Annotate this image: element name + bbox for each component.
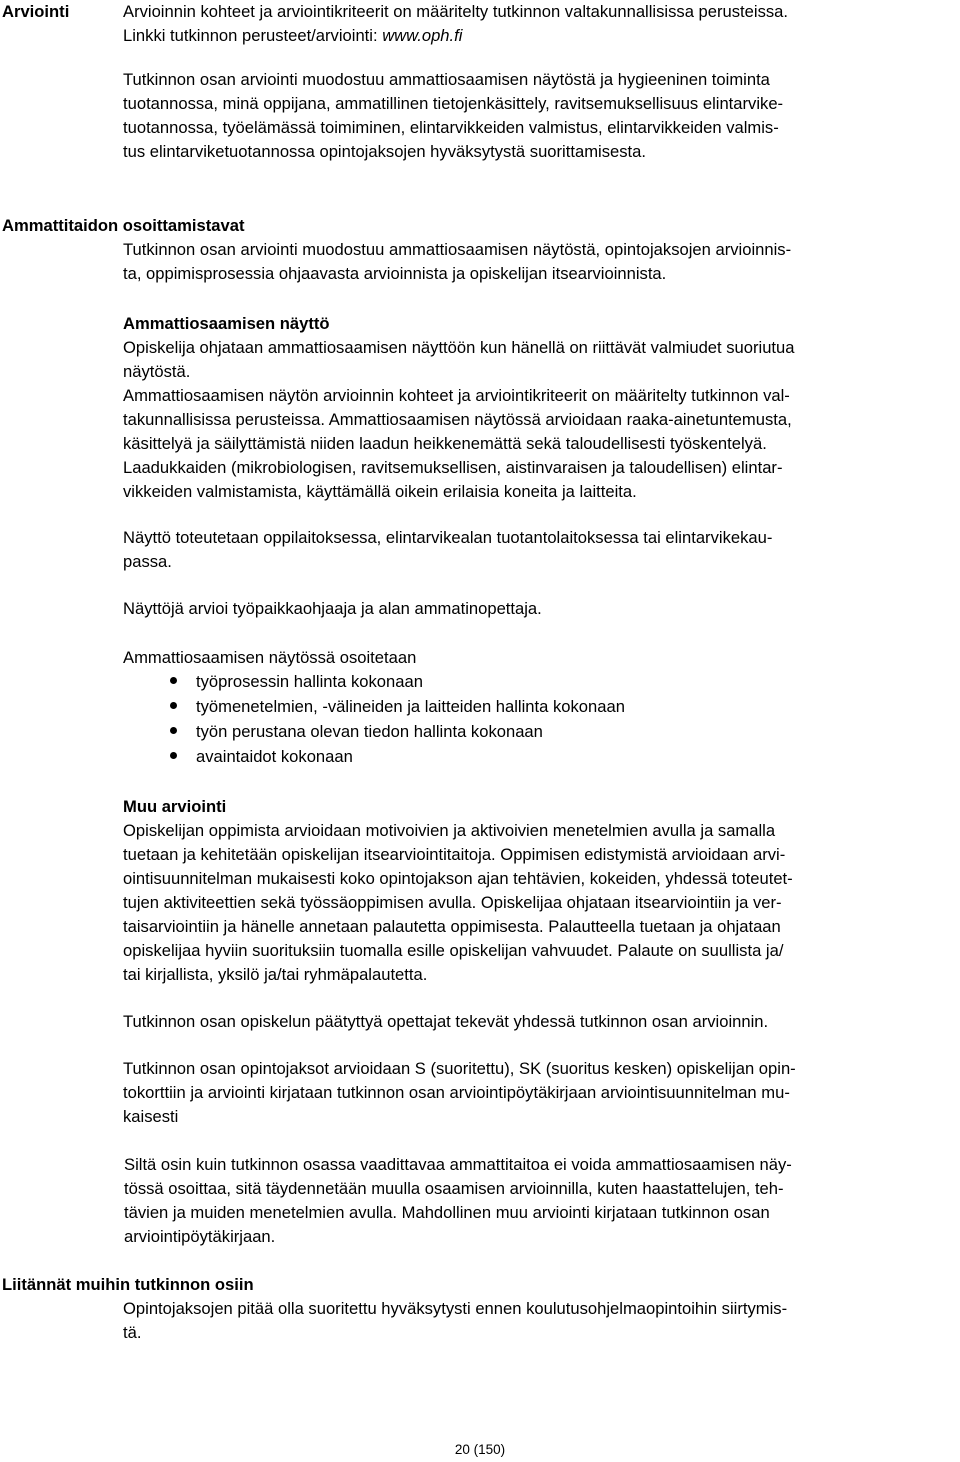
muu-line: taisarviointiin ja hänelle annetaan palautetta oppimisesta. Palautteella tuetaan ja ohjataan — [123, 917, 781, 936]
arviointi-paragraph-line: tus elintarviketuotannossa opintojaksojen hyväksytystä suorittamisesta. — [123, 142, 646, 161]
muu-line: Opiskelijan oppimista arvioidaan motivoivien ja aktivoivien menetelmien avulla ja samalla — [123, 821, 776, 840]
opintojaksot-line: tokorttiin ja arviointi kirjataan tutkinnon osan arviointipöytäkirjaan arviointisuunnitelman mu- — [123, 1083, 790, 1102]
silta-line: tössä osoittaa, sitä täydennetään muulla osaamisen arvioinnilla, kuten haastattelujen, teh- — [124, 1179, 784, 1198]
section-label-arviointi: Arviointi — [2, 2, 70, 21]
nayttto-line: Ammattiosaamisen näytön arvioinnin kohteet ja arviointikriteerit on määritelty tutkinnon val- — [123, 386, 790, 405]
muu-line: tuetaan ja kehitetään opiskelijan itsearviointitaitoja. Oppimisen edistymistä arvioidaan arvi- — [123, 845, 786, 864]
page-number: 20 (150) — [454, 1442, 506, 1457]
nayttto-line: näytöstä. — [123, 362, 191, 381]
nayttto-line: Opiskelija ohjataan ammattiosaamisen näyttöön kun hänellä on riittävät valmiudet suoriutua — [123, 338, 795, 357]
toteutus-line: Näyttö toteutetaan oppilaitoksessa, elintarvikealan tuotantolaitoksessa tai elintarvikekau- — [123, 528, 773, 547]
nayttto-heading: Ammattiosaamisen näyttö — [123, 314, 330, 333]
toteutus-line: passa. — [123, 552, 172, 571]
section-label-ammattitaidon: Ammattitaidon osoittamistavat — [2, 216, 245, 235]
oph-link[interactable]: www.oph.fi — [382, 26, 463, 45]
arviointi-paragraph-line: tuotannossa, minä oppijana, ammatillinen tietojenkäsittely, ravitsemuksellisuus elintarvike- — [123, 94, 784, 113]
arviointi-line-1: Arvioinnin kohteet ja arviointikriteerit on määritelty tutkinnon valtakunnallisissa perusteissa. — [123, 2, 788, 21]
silta-line: tävien ja muiden menetelmien avulla. Mahdollinen muu arviointi kirjataan tutkinnon osan — [124, 1203, 770, 1222]
arviointi-paragraph-line: Tutkinnon osan arviointi muodostuu ammattiosaamisen näytöstä ja hygieeninen toiminta — [123, 70, 770, 89]
bullet-icon — [170, 677, 177, 684]
osoitetaan-line: Ammattiosaamisen näytössä osoitetaan — [123, 648, 417, 667]
nayttto-line: vikkeiden valmistamista, käyttämällä oikein erilaisia koneita ja laitteita. — [123, 482, 637, 501]
nayttto-line: takunnallisissa perusteissa. Ammattiosaamisen näytössä arvioidaan raaka-ainetuntemusta, — [123, 410, 792, 429]
liitannat-line: tä. — [123, 1323, 142, 1342]
muu-line: opiskelijaa hyviin suorituksiin tuomalla esille opiskelijan vahvuudet. Palaute on suullista ja/ — [123, 941, 784, 960]
arviointi-paragraph-line: tuotannossa, työelämässä toimiminen, elintarvikkeiden valmistus, elintarvikkeiden valmis- — [123, 118, 779, 137]
list-item: avaintaidot kokonaan — [196, 747, 353, 766]
bullet-icon — [170, 702, 177, 709]
ammattitaidon-intro-line: Tutkinnon osan arviointi muodostuu ammattiosaamisen näytöstä, opintojaksojen arvioinnis- — [123, 240, 792, 259]
nayttto-line: Laadukkaiden (mikrobiologisen, ravitsemuksellisen, aistinvaraisen ja taloudellisen) elintar- — [123, 458, 783, 477]
ammattitaidon-intro-line: ta, oppimisprosessia ohjaavasta arvioinnista ja opiskelijan itsearvioinnista. — [123, 264, 667, 283]
opintojaksot-line: Tutkinnon osan opintojaksot arvioidaan S (suoritettu), SK (suoritus kesken) opiskelijan opin- — [123, 1059, 796, 1078]
liitannat-line: Opintojaksojen pitää olla suoritettu hyväksytysti ennen koulutusohjelmaopintoihin siirtymis- — [123, 1299, 788, 1318]
bullet-icon — [170, 752, 177, 759]
arvioi-line: Näyttöjä arvioi työpaikkaohjaaja ja alan ammatinopettaja. — [123, 599, 542, 618]
paattyttya-line: Tutkinnon osan opiskelun päätyttyä opettajat tekevät yhdessä tutkinnon osan arvioinnin. — [123, 1012, 769, 1031]
muu-line: tujen aktiviteettien sekä työssäoppimisen avulla. Opiskelijaa ohjataan itsearviointiin ja ver- — [123, 893, 782, 912]
link-prefix: Linkki tutkinnon perusteet/arviointi: — [123, 26, 378, 45]
arviointi-link-line — [123, 24, 462, 48]
silta-line: arviointipöytäkirjaan. — [124, 1227, 276, 1246]
list-item: työmenetelmien, -välineiden ja laitteiden hallinta kokonaan — [196, 697, 625, 716]
muu-line: tai kirjallista, yksilö ja/tai ryhmäpalautetta. — [123, 965, 428, 984]
section-label-liitannat: Liitännät muihin tutkinnon osiin — [2, 1275, 254, 1294]
bullet-icon — [170, 727, 177, 734]
list-item: työn perustana olevan tiedon hallinta kokonaan — [196, 722, 543, 741]
opintojaksot-line: kaisesti — [123, 1107, 179, 1126]
list-item: työprosessin hallinta kokonaan — [196, 672, 423, 691]
nayttto-line: käsittelyä ja säilyttämistä niiden laadun heikkenemättä sekä taloudellisesti työskentelyä. — [123, 434, 767, 453]
silta-line: Siltä osin kuin tutkinnon osassa vaadittavaa ammattitaitoa ei voida ammattiosaamisen näy- — [124, 1155, 792, 1174]
muu-line: ointisuunnitelman mukaisesti koko opintojakson ajan tehtävien, kokeiden, yhdessä toteutet- — [123, 869, 793, 888]
muu-arviointi-heading: Muu arviointi — [123, 797, 227, 816]
